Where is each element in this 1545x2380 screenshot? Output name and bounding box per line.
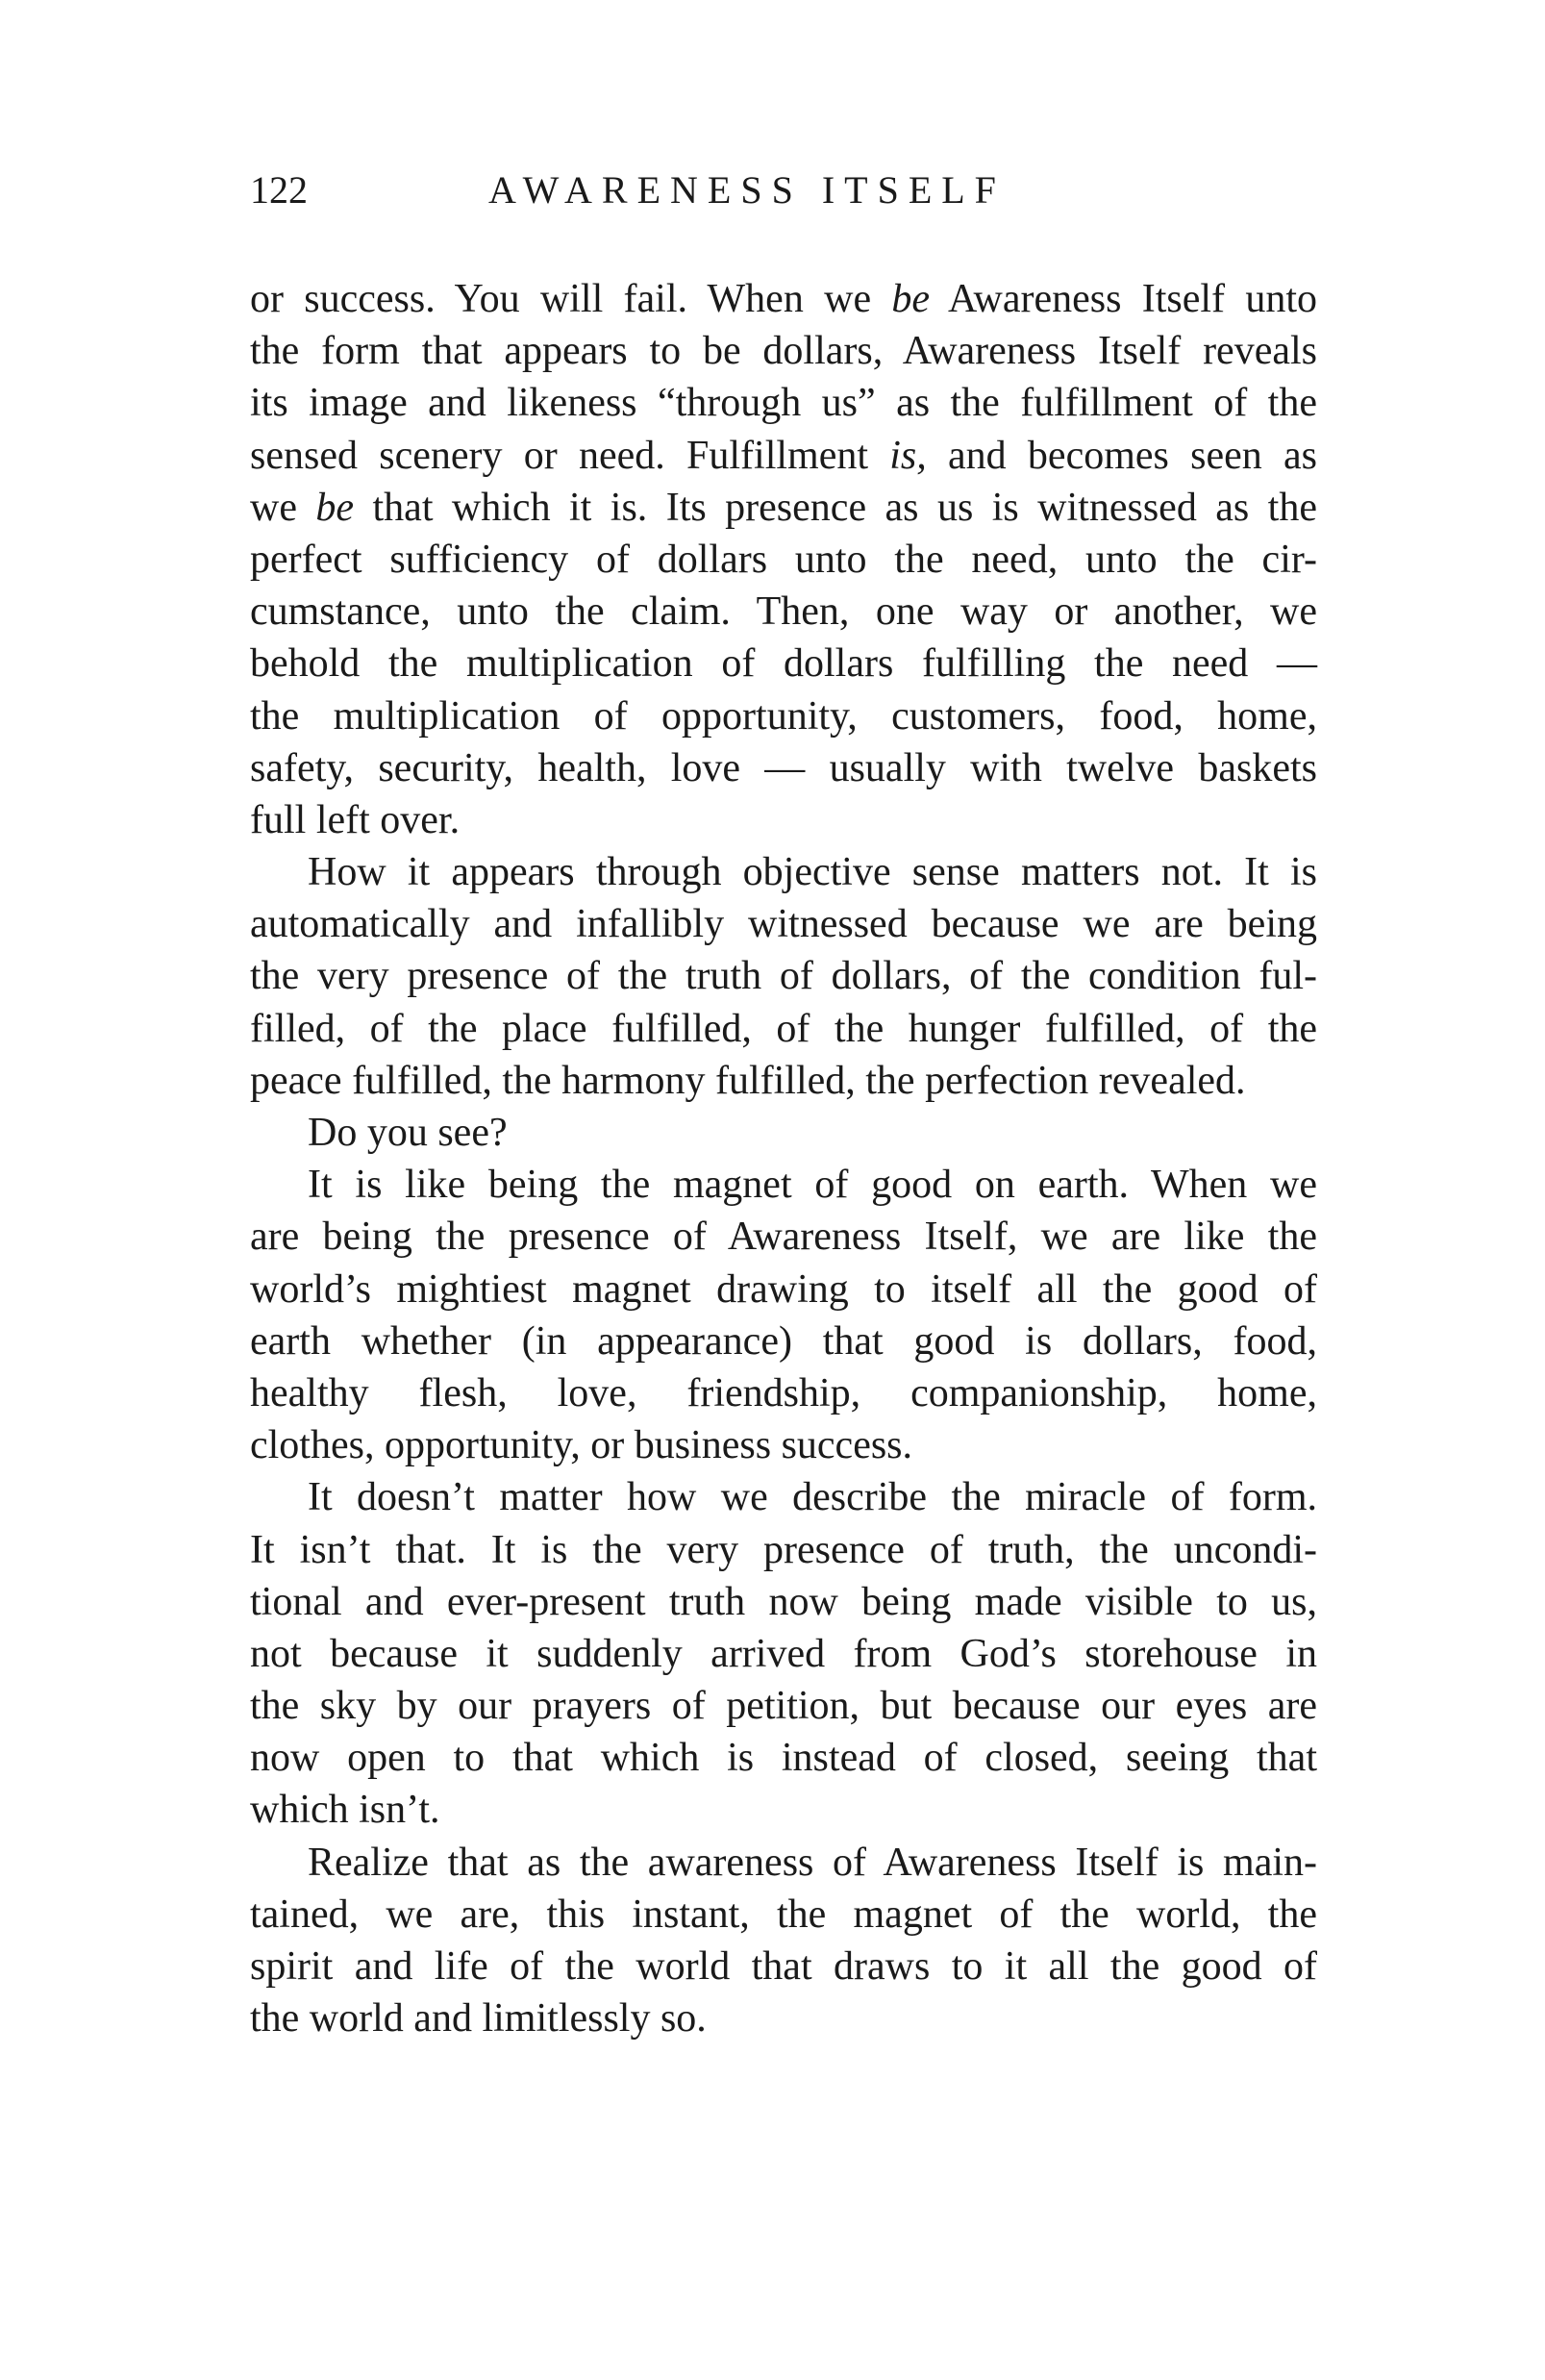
text-line — [250, 1524, 1317, 1576]
text-line — [250, 1367, 1317, 1419]
text-line — [250, 1941, 1317, 1992]
text-segment: full left over. — [250, 797, 461, 842]
text-line — [250, 1889, 1317, 1941]
text-line — [250, 1419, 1317, 1471]
text-line — [250, 1107, 1317, 1159]
text-line — [250, 273, 1317, 325]
text-line — [250, 1576, 1317, 1628]
text-segment: now open to that which is instead of closed, seeing that — [250, 1736, 1317, 1781]
text-segment: It is like being the magnet of good on earth. When we — [308, 1163, 1317, 1208]
text-segment: perfect sufficiency of dollars unto the need, unto the cir- — [250, 537, 1317, 582]
text-segment: cumstance, unto the claim. Then, one way or another, we — [250, 589, 1317, 635]
text-segment: not because it suddenly arrived from God’s storehouse in — [250, 1631, 1317, 1676]
text-segment: the multiplication of opportunity, customers, food, home, — [250, 693, 1317, 739]
text-segment: spirit and life of the world that draws to it all the good of — [250, 1944, 1317, 1989]
text-line — [250, 1315, 1317, 1367]
text-segment: we — [250, 485, 316, 530]
text-line — [250, 950, 1317, 1002]
text-line — [250, 794, 1317, 846]
text-segment: tained, we are, this instant, the magnet of the world, the — [250, 1891, 1317, 1937]
text-segment: behold the multiplication of dollars fulfilling the need — — [250, 641, 1317, 687]
text-segment: It doesn’t matter how we describe the miracle of form. — [308, 1475, 1317, 1520]
text-line — [250, 1732, 1317, 1784]
text-line — [250, 1159, 1317, 1211]
text-line — [250, 586, 1317, 638]
text-segment: the very presence of the truth of dollars, of the condition ful- — [250, 954, 1317, 999]
paragraph — [250, 1107, 1317, 1159]
paragraph — [250, 1159, 1317, 1471]
text-segment: are being the presence of Awareness Itself, we are like the — [250, 1215, 1317, 1260]
text-segment: or success. You will fail. When we — [250, 277, 892, 321]
text-line — [250, 1055, 1317, 1107]
text-line — [250, 1784, 1317, 1836]
text-line — [250, 1264, 1317, 1315]
text-segment: tional and ever-present truth now being made visible to us, — [250, 1579, 1317, 1624]
text-segment: It isn’t that. It is the very presence of truth, the uncondi- — [250, 1527, 1317, 1572]
text-segment: world’s mightiest magnet drawing to itself all the good of — [250, 1266, 1317, 1312]
paragraph — [250, 273, 1317, 846]
text-segment: sensed scenery or need. Fulfillment — [250, 433, 890, 478]
text-line — [250, 534, 1317, 586]
text-segment: Awareness Itself unto — [930, 277, 1317, 321]
text-line — [250, 742, 1317, 794]
text-segment: the sky by our prayers of petition, but because our eyes are — [250, 1684, 1317, 1729]
text-line — [250, 846, 1317, 898]
italic-text: is, — [889, 433, 927, 478]
paragraph — [250, 1837, 1317, 2045]
text-segment: which isn’t. — [250, 1788, 440, 1833]
text-line — [250, 1628, 1317, 1680]
text-segment: peace fulfilled, the harmony fulfilled, the perfection revealed. — [250, 1058, 1246, 1103]
text-segment: the form that appears to be dollars, Awareness Itself reveals — [250, 329, 1317, 374]
paragraph — [250, 1471, 1317, 1836]
book-title: AWARENESS ITSELF — [488, 168, 1006, 212]
text-segment: Realize that as the awareness of Awareness Itself is main- — [308, 1840, 1317, 1885]
text-segment: Do you see? — [308, 1111, 508, 1155]
text-line — [250, 430, 1317, 482]
text-line — [250, 1837, 1317, 1889]
body-text — [250, 273, 1317, 2044]
text-line — [250, 1680, 1317, 1732]
text-segment: that which it is. Its presence as us is witnessed as the — [354, 485, 1317, 530]
text-segment: How it appears through objective sense matters not. It is — [308, 850, 1317, 895]
text-segment: clothes, opportunity, or business success. — [250, 1423, 913, 1468]
text-segment: its image and likeness “through us” as the fulfillment of the — [250, 381, 1317, 426]
text-line — [250, 638, 1317, 689]
text-segment: and becomes seen as — [926, 433, 1317, 478]
text-line — [250, 1003, 1317, 1055]
text-segment: healthy flesh, love, friendship, companionship, home, — [250, 1370, 1317, 1415]
italic-text: be — [315, 485, 355, 530]
text-segment: the world and limitlessly so. — [250, 1996, 707, 2042]
text-line — [250, 1211, 1317, 1263]
text-line — [250, 377, 1317, 429]
text-line — [250, 690, 1317, 742]
running-head — [250, 162, 1327, 219]
text-line — [250, 482, 1317, 534]
text-segment: automatically and infallibly witnessed because we are being — [250, 902, 1317, 947]
text-line — [250, 325, 1317, 377]
text-segment: safety, security, health, love — usually with twelve baskets — [250, 745, 1317, 790]
text-line — [250, 1992, 1317, 2044]
text-line — [250, 1471, 1317, 1523]
text-segment: earth whether (in appearance) that good is dollars, food, — [250, 1318, 1317, 1364]
paragraph — [250, 846, 1317, 1107]
italic-text: be — [891, 277, 931, 321]
text-line — [250, 898, 1317, 950]
text-segment: filled, of the place fulfilled, of the hunger fulfilled, of the — [250, 1006, 1317, 1051]
page-number: 122 — [250, 168, 308, 212]
